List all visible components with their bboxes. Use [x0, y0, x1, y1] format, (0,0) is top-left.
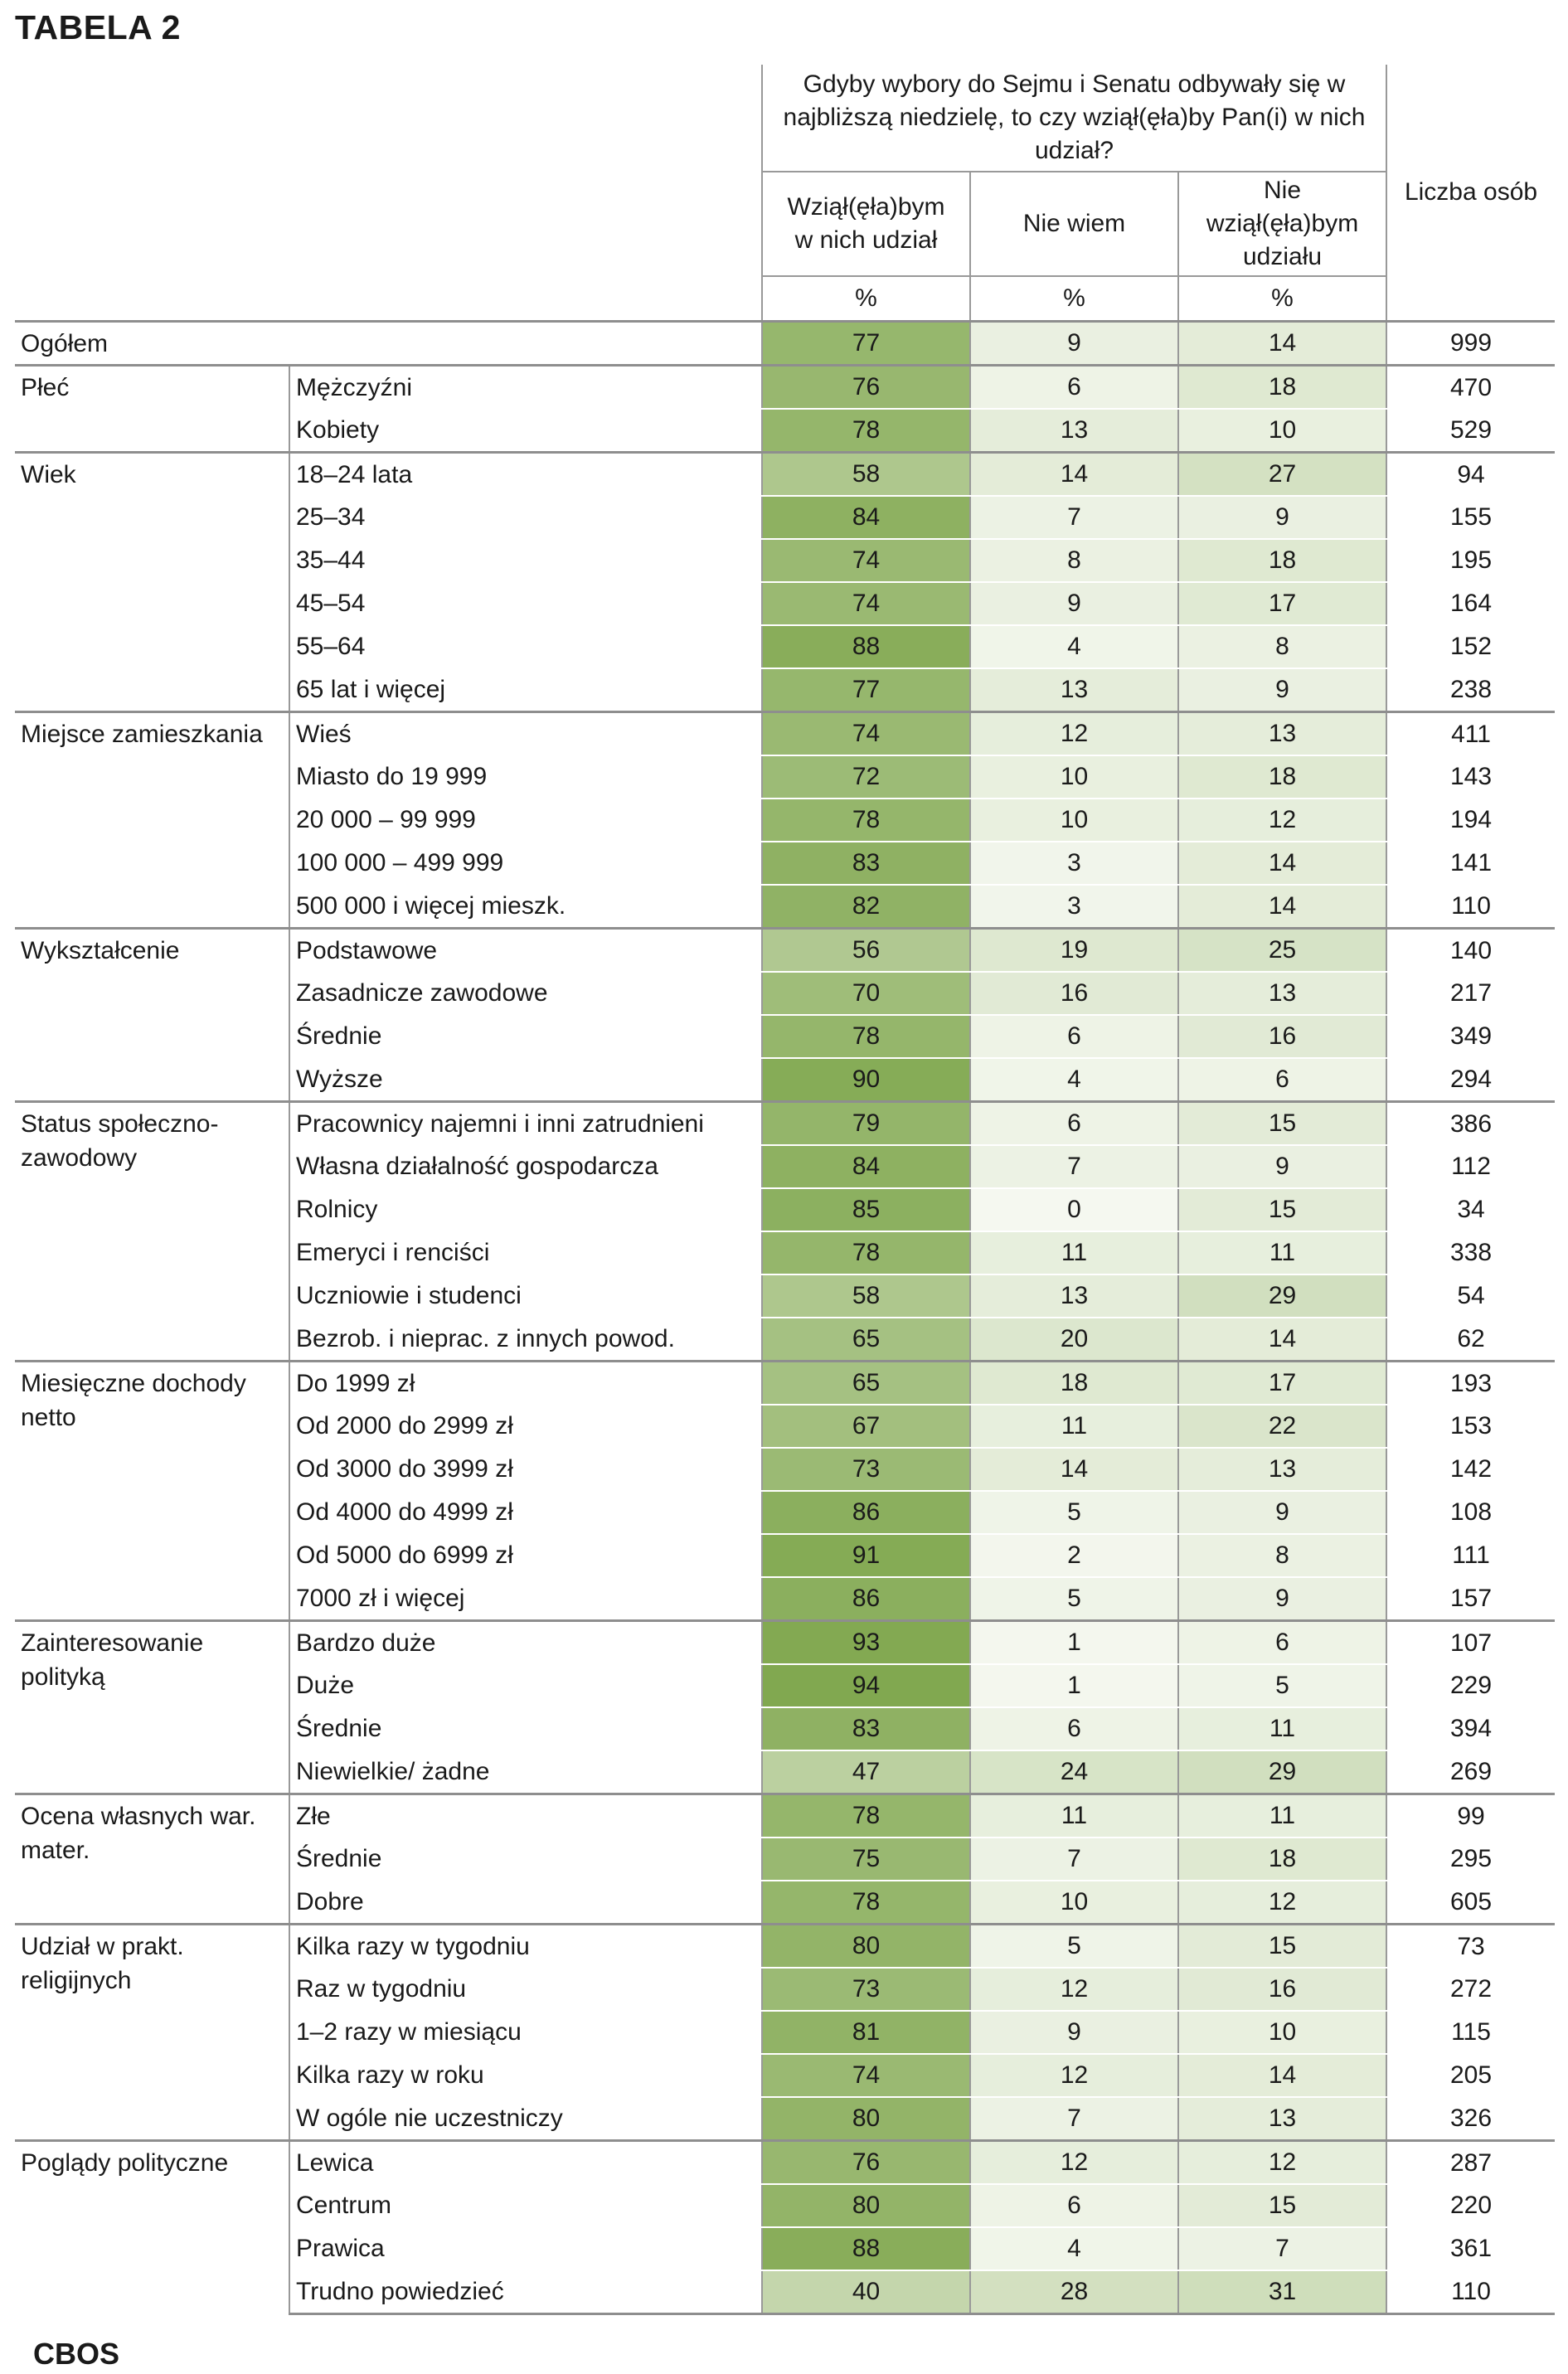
value-count: 529	[1386, 409, 1555, 453]
value-dont-know: 4	[970, 625, 1178, 668]
value-dont-know: 4	[970, 1058, 1178, 1102]
category-label: Bezrob. i nieprac. z innych powod.	[289, 1318, 762, 1362]
value-yes: 77	[762, 322, 970, 366]
table-row	[15, 1621, 1555, 1665]
category-label: Wyższe	[289, 1058, 762, 1102]
value-dont-know: 6	[970, 1707, 1178, 1750]
value-count: 94	[1386, 453, 1555, 497]
unit-no: %	[1178, 276, 1386, 322]
value-yes: 76	[762, 366, 970, 410]
value-yes: 74	[762, 539, 970, 582]
value-yes: 85	[762, 1188, 970, 1231]
value-no: 9	[1178, 1491, 1386, 1534]
value-dont-know: 13	[970, 668, 1178, 712]
table-row	[15, 1794, 1555, 1838]
category-label: Od 2000 do 2999 zł	[289, 1405, 762, 1448]
group-label: Zainteresowanie polityką	[15, 1621, 289, 1794]
category-label: Dobre	[289, 1881, 762, 1925]
value-count: 470	[1386, 366, 1555, 410]
category-label: Od 4000 do 4999 zł	[289, 1491, 762, 1534]
value-yes: 81	[762, 2011, 970, 2054]
value-count: 194	[1386, 799, 1555, 842]
category-label: 55–64	[289, 625, 762, 668]
value-yes: 77	[762, 668, 970, 712]
value-no: 9	[1178, 496, 1386, 539]
value-no: 13	[1178, 2097, 1386, 2141]
value-yes: 74	[762, 2054, 970, 2097]
value-dont-know: 5	[970, 1491, 1178, 1534]
value-no: 13	[1178, 1448, 1386, 1491]
category-label: Lewica	[289, 2141, 762, 2185]
value-count: 294	[1386, 1058, 1555, 1102]
category-label: Duże	[289, 1664, 762, 1707]
value-count: 107	[1386, 1621, 1555, 1665]
value-no: 14	[1178, 322, 1386, 366]
value-yes: 94	[762, 1664, 970, 1707]
value-dont-know: 9	[970, 322, 1178, 366]
value-yes: 78	[762, 409, 970, 453]
category-label: Kilka razy w tygodniu	[289, 1925, 762, 1969]
category-label: Złe	[289, 1794, 762, 1838]
value-no: 17	[1178, 582, 1386, 625]
unit-yes: %	[762, 276, 970, 322]
value-no: 14	[1178, 885, 1386, 929]
table-row	[15, 1925, 1555, 1969]
value-count: 605	[1386, 1881, 1555, 1925]
col-header-no: Nie wziął(ęła)bym udziału	[1178, 172, 1386, 276]
survey-table	[15, 65, 1555, 2315]
table-body	[15, 322, 1555, 2314]
value-yes: 83	[762, 842, 970, 885]
value-yes: 56	[762, 929, 970, 973]
value-count: 205	[1386, 2054, 1555, 2097]
value-dont-know: 10	[970, 1881, 1178, 1925]
value-yes: 78	[762, 1231, 970, 1274]
category-label: Zasadnicze zawodowe	[289, 972, 762, 1015]
value-no: 29	[1178, 1274, 1386, 1318]
value-no: 6	[1178, 1058, 1386, 1102]
value-dont-know: 28	[970, 2270, 1178, 2314]
value-no: 14	[1178, 2054, 1386, 2097]
count-column-header: Liczba osób	[1386, 65, 1555, 322]
category-label: Bardzo duże	[289, 1621, 762, 1665]
value-count: 108	[1386, 1491, 1555, 1534]
value-yes: 65	[762, 1362, 970, 1405]
value-no: 9	[1178, 1145, 1386, 1188]
value-count: 153	[1386, 1405, 1555, 1448]
category-label: 45–54	[289, 582, 762, 625]
value-count: 112	[1386, 1145, 1555, 1188]
value-dont-know: 18	[970, 1362, 1178, 1405]
value-count: 143	[1386, 755, 1555, 799]
group-label: Status społeczno-zawodowy	[15, 1102, 289, 1362]
value-no: 18	[1178, 755, 1386, 799]
value-yes: 80	[762, 1925, 970, 1969]
value-no: 18	[1178, 539, 1386, 582]
value-yes: 80	[762, 2097, 970, 2141]
value-count: 269	[1386, 1750, 1555, 1794]
value-dont-know: 0	[970, 1188, 1178, 1231]
value-yes: 74	[762, 712, 970, 756]
value-yes: 90	[762, 1058, 970, 1102]
value-count: 295	[1386, 1838, 1555, 1881]
value-dont-know: 6	[970, 366, 1178, 410]
group-label: Wykształcenie	[15, 929, 289, 1102]
category-label: Trudno powiedzieć	[289, 2270, 762, 2314]
value-dont-know: 1	[970, 1621, 1178, 1665]
value-no: 14	[1178, 1318, 1386, 1362]
value-no: 10	[1178, 2011, 1386, 2054]
value-no: 29	[1178, 1750, 1386, 1794]
value-yes: 40	[762, 2270, 970, 2314]
value-count: 361	[1386, 2227, 1555, 2270]
value-yes: 73	[762, 1968, 970, 2011]
value-dont-know: 7	[970, 1838, 1178, 1881]
value-count: 152	[1386, 625, 1555, 668]
value-no: 11	[1178, 1231, 1386, 1274]
table-row	[15, 2141, 1555, 2185]
value-yes: 78	[762, 1794, 970, 1838]
value-no: 14	[1178, 842, 1386, 885]
value-count: 272	[1386, 1968, 1555, 2011]
value-count: 115	[1386, 2011, 1555, 2054]
value-dont-know: 3	[970, 842, 1178, 885]
category-label: Do 1999 zł	[289, 1362, 762, 1405]
value-count: 155	[1386, 496, 1555, 539]
value-no: 6	[1178, 1621, 1386, 1665]
value-dont-know: 13	[970, 409, 1178, 453]
value-yes: 74	[762, 582, 970, 625]
value-no: 8	[1178, 625, 1386, 668]
value-no: 8	[1178, 1534, 1386, 1577]
value-count: 238	[1386, 668, 1555, 712]
value-count: 111	[1386, 1534, 1555, 1577]
value-dont-know: 10	[970, 799, 1178, 842]
value-count: 338	[1386, 1231, 1555, 1274]
value-count: 142	[1386, 1448, 1555, 1491]
value-no: 15	[1178, 1925, 1386, 1969]
value-yes: 58	[762, 1274, 970, 1318]
value-count: 326	[1386, 2097, 1555, 2141]
value-dont-know: 5	[970, 1577, 1178, 1621]
value-no: 15	[1178, 2184, 1386, 2227]
header-blank	[15, 65, 762, 322]
group-label: Ogółem	[15, 322, 762, 366]
value-yes: 79	[762, 1102, 970, 1146]
value-dont-know: 3	[970, 885, 1178, 929]
value-no: 13	[1178, 972, 1386, 1015]
source-label: CBOS	[33, 2337, 120, 2371]
value-yes: 80	[762, 2184, 970, 2227]
value-count: 99	[1386, 1794, 1555, 1838]
category-label: Niewielkie/ żadne	[289, 1750, 762, 1794]
value-yes: 84	[762, 496, 970, 539]
value-dont-know: 24	[970, 1750, 1178, 1794]
value-dont-know: 6	[970, 1015, 1178, 1058]
value-no: 11	[1178, 1794, 1386, 1838]
value-dont-know: 9	[970, 2011, 1178, 2054]
category-label: 7000 zł i więcej	[289, 1577, 762, 1621]
category-label: Miasto do 19 999	[289, 755, 762, 799]
category-label: Średnie	[289, 1707, 762, 1750]
value-yes: 73	[762, 1448, 970, 1491]
category-label: 35–44	[289, 539, 762, 582]
value-no: 7	[1178, 2227, 1386, 2270]
value-yes: 72	[762, 755, 970, 799]
value-yes: 47	[762, 1750, 970, 1794]
table-row	[15, 453, 1555, 497]
value-dont-know: 8	[970, 539, 1178, 582]
value-yes: 58	[762, 453, 970, 497]
value-dont-know: 12	[970, 712, 1178, 756]
value-no: 12	[1178, 2141, 1386, 2185]
value-count: 220	[1386, 2184, 1555, 2227]
value-no: 13	[1178, 712, 1386, 756]
group-label: Udział w prakt. religijnych	[15, 1925, 289, 2141]
value-dont-know: 16	[970, 972, 1178, 1015]
category-label: Kobiety	[289, 409, 762, 453]
value-dont-know: 12	[970, 1968, 1178, 2011]
category-label: Uczniowie i studenci	[289, 1274, 762, 1318]
value-dont-know: 7	[970, 496, 1178, 539]
category-label: 500 000 i więcej mieszk.	[289, 885, 762, 929]
value-count: 999	[1386, 322, 1555, 366]
value-dont-know: 19	[970, 929, 1178, 973]
value-no: 5	[1178, 1664, 1386, 1707]
value-dont-know: 1	[970, 1664, 1178, 1707]
category-label: Rolnicy	[289, 1188, 762, 1231]
value-dont-know: 6	[970, 2184, 1178, 2227]
category-label: Własna działalność gospodarcza	[289, 1145, 762, 1188]
value-yes: 88	[762, 625, 970, 668]
value-no: 11	[1178, 1707, 1386, 1750]
value-yes: 78	[762, 1881, 970, 1925]
value-yes: 88	[762, 2227, 970, 2270]
question-header: Gdyby wybory do Sejmu i Senatu odbywały się w najbliższą niedzielę, to czy wziął(ęła)by Pan(i) w nich udział?	[762, 65, 1386, 172]
category-label: Centrum	[289, 2184, 762, 2227]
value-no: 16	[1178, 1015, 1386, 1058]
value-count: 110	[1386, 2270, 1555, 2314]
value-count: 110	[1386, 885, 1555, 929]
value-count: 73	[1386, 1925, 1555, 1969]
value-yes: 76	[762, 2141, 970, 2185]
value-no: 9	[1178, 1577, 1386, 1621]
value-dont-know: 7	[970, 1145, 1178, 1188]
value-dont-know: 4	[970, 2227, 1178, 2270]
category-label: Mężczyźni	[289, 366, 762, 410]
value-dont-know: 14	[970, 453, 1178, 497]
value-dont-know: 5	[970, 1925, 1178, 1969]
value-dont-know: 2	[970, 1534, 1178, 1577]
value-count: 195	[1386, 539, 1555, 582]
value-count: 229	[1386, 1664, 1555, 1707]
category-label: Raz w tygodniu	[289, 1968, 762, 2011]
value-no: 12	[1178, 799, 1386, 842]
category-label: Średnie	[289, 1015, 762, 1058]
value-no: 18	[1178, 366, 1386, 410]
category-label: Pracownicy najemni i inni zatrudnieni	[289, 1102, 762, 1146]
category-label: 20 000 – 99 999	[289, 799, 762, 842]
table-row	[15, 1102, 1555, 1146]
value-dont-know: 12	[970, 2141, 1178, 2185]
value-yes: 83	[762, 1707, 970, 1750]
value-yes: 78	[762, 1015, 970, 1058]
value-no: 31	[1178, 2270, 1386, 2314]
category-label: 18–24 lata	[289, 453, 762, 497]
value-no: 12	[1178, 1881, 1386, 1925]
value-count: 164	[1386, 582, 1555, 625]
value-dont-know: 6	[970, 1102, 1178, 1146]
value-yes: 67	[762, 1405, 970, 1448]
value-dont-know: 20	[970, 1318, 1178, 1362]
value-no: 25	[1178, 929, 1386, 973]
table-row	[15, 366, 1555, 410]
value-yes: 82	[762, 885, 970, 929]
group-label: Wiek	[15, 453, 289, 712]
category-label: Od 3000 do 3999 zł	[289, 1448, 762, 1491]
group-label: Miejsce zamieszkania	[15, 712, 289, 929]
value-no: 17	[1178, 1362, 1386, 1405]
value-dont-know: 11	[970, 1231, 1178, 1274]
table-title: TABELA 2	[15, 8, 181, 46]
value-count: 287	[1386, 2141, 1555, 2185]
table-row	[15, 1362, 1555, 1405]
category-label: Podstawowe	[289, 929, 762, 973]
category-label: 65 lat i więcej	[289, 668, 762, 712]
col-header-yes: Wziął(ęła)bym w nich udział	[762, 172, 970, 276]
value-dont-know: 12	[970, 2054, 1178, 2097]
category-label: Średnie	[289, 1838, 762, 1881]
value-dont-know: 11	[970, 1405, 1178, 1448]
category-label: 1–2 razy w miesiącu	[289, 2011, 762, 2054]
value-count: 62	[1386, 1318, 1555, 1362]
group-label: Ocena własnych war. mater.	[15, 1794, 289, 1925]
value-no: 18	[1178, 1838, 1386, 1881]
value-count: 386	[1386, 1102, 1555, 1146]
unit-dont-know: %	[970, 276, 1178, 322]
value-dont-know: 13	[970, 1274, 1178, 1318]
table-row	[15, 929, 1555, 973]
value-yes: 91	[762, 1534, 970, 1577]
category-label: 100 000 – 499 999	[289, 842, 762, 885]
value-count: 394	[1386, 1707, 1555, 1750]
value-no: 15	[1178, 1188, 1386, 1231]
category-label: Od 5000 do 6999 zł	[289, 1534, 762, 1577]
value-dont-know: 10	[970, 755, 1178, 799]
group-label: Miesięczne dochody netto	[15, 1362, 289, 1621]
value-no: 22	[1178, 1405, 1386, 1448]
value-yes: 78	[762, 799, 970, 842]
category-label: 25–34	[289, 496, 762, 539]
value-yes: 93	[762, 1621, 970, 1665]
category-label: Prawica	[289, 2227, 762, 2270]
value-yes: 65	[762, 1318, 970, 1362]
value-no: 9	[1178, 668, 1386, 712]
category-label: Emeryci i renciści	[289, 1231, 762, 1274]
table-row	[15, 712, 1555, 756]
value-count: 217	[1386, 972, 1555, 1015]
value-count: 34	[1386, 1188, 1555, 1231]
value-yes: 86	[762, 1577, 970, 1621]
value-yes: 70	[762, 972, 970, 1015]
value-count: 157	[1386, 1577, 1555, 1621]
value-count: 141	[1386, 842, 1555, 885]
value-dont-know: 7	[970, 2097, 1178, 2141]
value-yes: 86	[762, 1491, 970, 1534]
value-no: 16	[1178, 1968, 1386, 2011]
group-label: Poglądy polityczne	[15, 2141, 289, 2314]
table-row	[15, 322, 1555, 366]
category-label: W ogóle nie uczestniczy	[289, 2097, 762, 2141]
category-label: Kilka razy w roku	[289, 2054, 762, 2097]
value-yes: 84	[762, 1145, 970, 1188]
category-label: Wieś	[289, 712, 762, 756]
col-header-dont-know: Nie wiem	[970, 172, 1178, 276]
value-no: 10	[1178, 409, 1386, 453]
value-count: 140	[1386, 929, 1555, 973]
value-dont-know: 11	[970, 1794, 1178, 1838]
value-yes: 75	[762, 1838, 970, 1881]
value-count: 411	[1386, 712, 1555, 756]
value-dont-know: 9	[970, 582, 1178, 625]
group-label: Płeć	[15, 366, 289, 453]
value-no: 15	[1178, 1102, 1386, 1146]
value-count: 193	[1386, 1362, 1555, 1405]
value-count: 349	[1386, 1015, 1555, 1058]
value-no: 27	[1178, 453, 1386, 497]
value-count: 54	[1386, 1274, 1555, 1318]
value-dont-know: 14	[970, 1448, 1178, 1491]
